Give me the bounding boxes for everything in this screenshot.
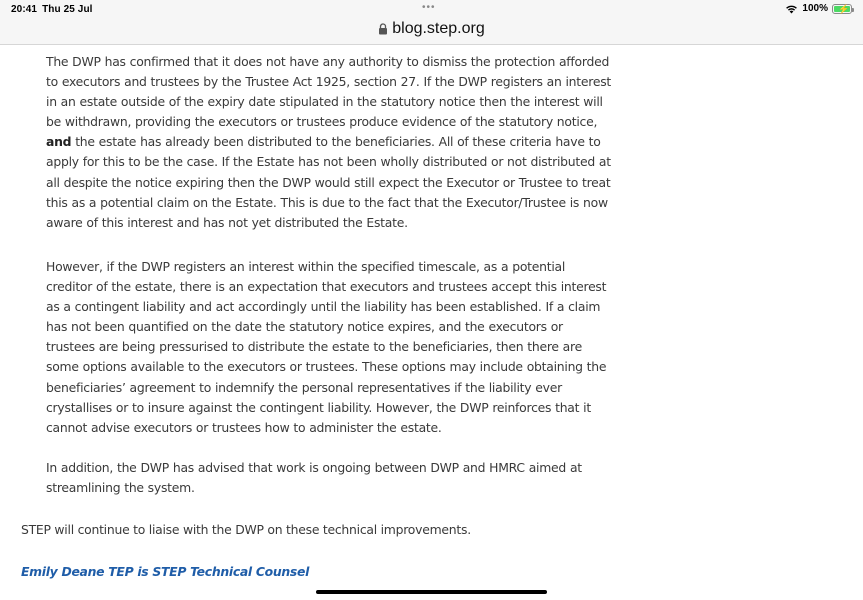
multitasking-dots[interactable]: ••• <box>422 2 436 13</box>
quote-1-text-b: the estate has already been distributed to the beneficiaries. All of these criteria have to apply for this to be the case. If the Estate has not been wholly distributed or not distributed at all despite the notice expiring then the DWP would still expect the Executor or Trustee to treat this as a potential claim on the Estate. This is due to the fact that the Executor/Trustee is now aware of this interest and has not yet distributed the Estate. <box>46 134 611 230</box>
home-indicator[interactable] <box>316 590 547 594</box>
address-bar[interactable] <box>0 20 863 45</box>
blockquote-paragraph-1 <box>46 52 612 233</box>
charging-bolt-icon: ⚡ <box>838 3 850 14</box>
closing-paragraph: STEP will continue to liaise with the DWP on these technical improvements. <box>21 522 471 537</box>
battery-percentage: 100% <box>802 3 828 14</box>
status-date: Thu 25 Jul <box>42 4 93 15</box>
url-text[interactable]: blog.step.org <box>392 20 485 37</box>
wifi-icon <box>785 4 798 14</box>
status-clock <box>11 4 93 15</box>
quote-1-emphasis: and <box>46 134 72 150</box>
author-credit-link[interactable]: Emily Deane TEP is STEP Technical Counsel <box>21 564 310 579</box>
status-time: 20:41 <box>11 4 38 15</box>
blockquote-paragraph-2: However, if the DWP registers an interest within the specified timescale, as a potential creditor of the estate, there is an expectation that executors and trustees accept this interest as a contingent liability and act accordingly until the liability has been established. If a claim has not been quantified on the date the statutory notice expires, and the executors or trustees are being pressurised to distribute the estate to the beneficiaries, then there are some options available to the executors or trustees. These options may include obtaining the beneficiaries’ agreement to indemnify the personal representatives if the liability ever crystallises or to insure against the contingent liability. However, the DWP reinforces that it cannot advise executors or trustees how to administer the estate. <box>46 259 607 435</box>
quote-1-text-a: The DWP has confirmed that it does not have any authority to dismiss the protection afforded to executors and trustees by the Trustee Act 1925, section 27. If the DWP registers an interest in an estate outside of the expiry date stipulated in the statutory notice then the interest will be withdrawn, providing the executors or trustees produce evidence of the statutory notice, <box>46 54 612 130</box>
url-display[interactable] <box>378 20 485 38</box>
status-indicators <box>785 3 852 14</box>
blockquote-paragraph-3: In addition, the DWP has advised that work is ongoing between DWP and HMRC aimed at streamlining the system. <box>46 460 582 496</box>
battery-charging-icon <box>832 4 852 14</box>
status-bar <box>0 0 863 20</box>
lock-icon <box>378 23 388 35</box>
battery-cap <box>852 8 854 12</box>
